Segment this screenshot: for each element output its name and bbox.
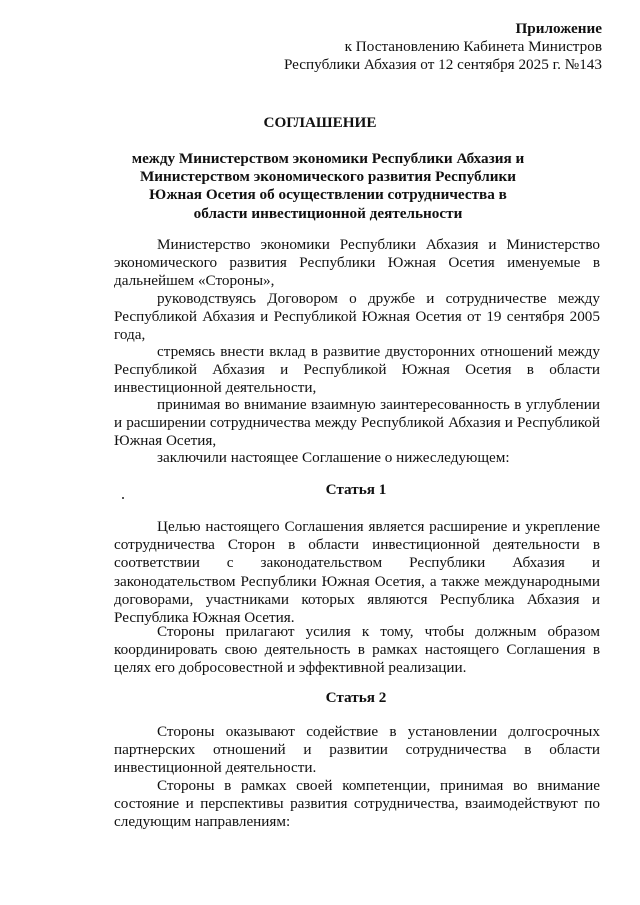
preamble-paragraph: руководствуясь Договором о дружбе и сотрудничестве между Республикой Абхазия и Республикой Южная Осетия от 19 сентября 2005 года, (114, 290, 600, 344)
document-title: СОГЛАШЕНИЕ (263, 114, 377, 131)
preamble-paragraph: Министерство экономики Республики Абхазия и Министерство экономического развития Республики Южная Осетия именуемые в дальнейшем «Стороны», (114, 236, 600, 290)
preamble-paragraph: стремясь внести вклад в развитие двусторонних отношений между Республикой Абхазия и Республикой Южная Осетия в области инвестиционной деятельности, (114, 343, 600, 397)
appendix-block (284, 20, 602, 75)
appendix-line: к Постановлению Кабинета Министров (344, 38, 602, 56)
article-heading: Статья 1 (325, 481, 387, 498)
preamble-paragraph: заключили настоящее Соглашение о нижеследующем: (157, 449, 510, 466)
preamble-paragraph: принимая во внимание взаимную заинтересованность в углублении и расширении сотрудничества между Республикой Абхазия и Республикой Южная Осетия, (114, 396, 600, 450)
appendix-heading: Приложение (515, 20, 602, 37)
article-heading: Статья 2 (325, 689, 387, 706)
article-paragraph: Стороны в рамках своей компетенции, принимая во внимание состояние и перспективы развития сотрудничества, взаимодействуют по следующим направлениям: (114, 777, 600, 831)
appendix-line: Республики Абхазия от 12 сентября 2025 г. №143 (283, 56, 602, 74)
article-paragraph: Целью настоящего Соглашения является расширение и укрепление сотрудничества Сторон в области инвестиционной деятельности в соответствии с законодательством Республики Абхазия и законодательством Республики Южная Осетия, а также международными договорами, участниками которых являются Республика Абхазия и Республика Южная Осетия. (114, 518, 600, 627)
document-subtitle: между Министерством экономики Республики Абхазия и Министерством экономического развития Республики Южная Осетия об осуществлении сотрудничества в области инвестиционной деятельности (131, 150, 525, 222)
article-paragraph: Стороны прилагают усилия к тому, чтобы должным образом координировать свою деятельность в рамках настоящего Соглашения в целях его добросовестной и эффективной реализации. (114, 623, 600, 677)
article-paragraph: Стороны оказывают содействие в установлении долгосрочных партнерских отношений и развитии сотрудничества в области инвестиционной деятельности. (114, 723, 600, 777)
